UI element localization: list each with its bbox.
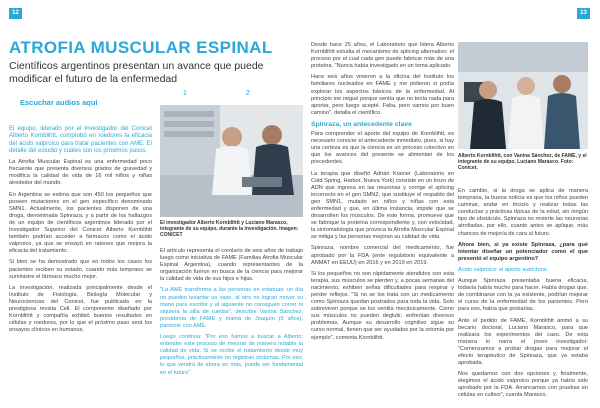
paragraph: En cambio, si la droga se aplica de manera temprana, la buena noticia es que los niños pueden caminar, andar en triciclo y realizar todas las conductas y prácticas típicas de la edad, sin ningún tipo de obstáculo. Spinraza no revierte las neuronas atrofiadas, por ello, cuanto antes se aplique, más chances de mejoría de cara al futuro. (458, 188, 588, 237)
page-number-right: 13 (577, 8, 590, 19)
paragraph: Hace seis años vinieron a la oficina del Instituto los familiares nucleados en FAME y me pidieron si podía explorar los aspectos básicos de la enfermedad. Al principio me negué porque sentía que no tenía nada para aportar, pero luego acepté. Falta, pero vamos por buen camino", detalla el científico. (311, 74, 454, 116)
lab-photo (160, 105, 303, 217)
paragraph: Si los pequeños no son rápidamente atendidos con esta terapia, sus músculos se pierden y, a pocas semanas del nacimiento, exhiben señas dificultades para respirar y perder reflejos. "Si no se los trata con un medicamento como Spinraza quedan postrados para toda la vida. Solo sobreviven porque se los ventila mecánicamente. Como sus músculos no pueden deglutir, enfrentan diversos problemas. Aunque su desarrollo cognitivo sigue su curso normal, tienen que ser ayudados por la ortomía por ejemplo", comenta Kornblihtt. (311, 270, 454, 341)
column-2 (160, 248, 303, 381)
lab-photo-illustration (160, 105, 303, 217)
team-photo-illustration (458, 42, 588, 149)
photo-caption: El investigador Alberto Kornblihtt y Luciano Marasco, integrante de su equipo, durante la investigación. Imagen: CONICET (160, 220, 299, 239)
paragraph: Aunque Spinraza presentaba buena eficacia, todavía había mucho para hacer. Había drogas que, de combinarse con la ya existente, podrían mejorar el curso de la enfermedad de los pacientes. Pero para eso, había que probarlas. (458, 278, 588, 313)
lead-paragraph: El equipo, liderado por el Investigador del Conicet Alberto Kornblihtt, comprobó en roedores la eficacia del ácido valproico para tratar pacientes con AME. El detalle del estudio y cuáles son los próximos pasos. (9, 126, 152, 154)
page-number-left: 12 (9, 8, 22, 19)
paragraph: Spinraza, nombre comercial del medicamento, fue aprobado por la FDA (ente regulatorio equivalente a ANMAT en EEUU) en 2016 y en 2019 en 2019. (311, 245, 454, 266)
column-3 (311, 42, 454, 346)
column-1 (9, 126, 152, 338)
paragraph: En Argentina se estima que son 450 los pequeños que poseen mutaciones en el gen específico denominado SMN1. Actualmente, los pacientes disponen de una droga, denominada Spinraza, y a partir de los hallazgos de un equipo de científicos argentinos liderado por el Investigador Superior del Conicet Alberto Kornblihtt también podrían acceder a fármacos como el ácido valproico, ya que se ensayó en ratones que mejora la eficacia del tratamiento. (9, 191, 152, 255)
team-photo (458, 42, 588, 149)
subsection-label: Ácido valproico: el aporte autóctono (458, 266, 547, 273)
listen-audio-link[interactable]: Escuchar audios aquí (20, 98, 98, 107)
article-subtitle: Científicos argentinos presentan un avance que puede modificar el futuro de la enfermedad (9, 60, 264, 85)
paragraph: Si bien se ha demostrado que en todos los casos los pacientes reciben su estado, cuando más temprano se suministre el fármaco mucho mejor. (9, 259, 152, 280)
section-heading: Spinraza, un antecedente clave (311, 120, 412, 128)
paragraph: Nos quedamos con dos opciones y, finalmente, elegimos el ácido valproico porque ya había sido aprobado por la FDA. Arrancamos con pruebas en células en cultivo", cuenta Marasco. (458, 371, 588, 399)
paragraph: La terapia que diseñó Adrián Krainer (Laboratorio en Cold Spring, Harbor, Nueva York) consiste en un trozo de ADN que ingresa en las neuronas y corrige el splicing incorrecto en el gen SMN2, que sustituye el respaldo del gen SMN1, mutado en niños y niñas con esta enfermedad y que, en última instancia, impide que se desarrollen los músculos. De este forma, promueve que se fabrique la proteína correspondiente y, con velocidad, la sintomatología que provoca la Atrofia Muscular Espinal se mitiga y las personas mejoran su calidad de vida. (311, 170, 454, 241)
paragraph: El artículo representa el corolario de seis años de trabajo luego como iniciativa de FAME (Familias Atrofia Muscular Espinal Argentina), cuando representantes de la organización fueron en busca de la ciencia para mejorar la calidad de vida de sus hijos e hijas. (160, 248, 303, 283)
audio-link-1[interactable]: 1 (183, 90, 187, 97)
column-4 (458, 188, 588, 404)
highlight-question: Ahora bien, si ya existe Spinraza, ¿para qué intentar diseñar un potenciador como el que presentó el equipo argentino? (458, 241, 588, 262)
paragraph: Desde hace 25 años, el Laboratorio que lidera Alberto Kornblihtt estudia el mecanismo de splicing alternativo: el proceso por el cual cada gen puede fabricar más de una proteína. "Nunca había investigado en un tema aplicado. (311, 42, 454, 70)
paragraph: Ante el pedido de FAME, Kornblihtt animó a su becario doctoral, Luciano Marasco, para que realizara los experimentos del caso. De esta manera lo narra el joven investigador: "Comenzamos a probar drogas para mejorar el efecto terapéutico de Spinraza, que ya estaba aprobada. (458, 317, 588, 367)
paragraph: La investigación, realizada principalmente desde el Instituto de Fisiología, Biología Molecular y Neurociencias del Conicet, fue publicada en la prestigiosa revista Cell. El componente diseñado por Kornblihtt y compañía exhibió buenos resultados en células y roedores, por lo que el próximo paso será los ensayos clínicos en humanos. (9, 284, 152, 334)
quote-paragraph: "La AME transforma a las personas en estatuas: un día no pueden levantar un vaso, al otro no logran mover su mano para escribir y al siguiente no consiguen correr ni siquiera la silla de ruedas", describe Vanina Sánchez, presidenta de FAME y mamá de Joaquín (9 años), paciente con AME. (160, 287, 303, 329)
paragraph: Para comprender el aporte del equipo de Kornblihtt, es necesario conocer el antecedente inmediato, pues, si hay una certeza es que la ciencia es un proceso colectivo en que los avances del presente se alimentan de los precedentes. (311, 131, 454, 166)
paragraph: La Atrofia Muscular Espinal es una enfermedad poco frecuente que presenta diversos grados de gravedad y modifica la calidad de vida de 16 mil niños y niñas alrededor del mundo. (9, 159, 152, 187)
quote-paragraph: Luego continúa: "Por eso fuimos a buscar a Alberto: entender este proceso de mejorar de manera notable la calidad de vida. Si se recibe el tratamiento desde muy pequeños, prácticamente no registran síntomas. Por eso, lo que vendrá de ahora en más, puede ser fundamental en el futuro". (160, 334, 303, 376)
audio-link-2[interactable]: 2 (246, 90, 250, 97)
article-title: ATROFIA MUSCULAR ESPINAL (9, 38, 273, 57)
photo-caption: Alberto Kornblihtt, con Vanina Sánchez, de FAME, y el integrante de su equipo, Luciano Marasco. Foto: Conicet. (458, 153, 587, 172)
